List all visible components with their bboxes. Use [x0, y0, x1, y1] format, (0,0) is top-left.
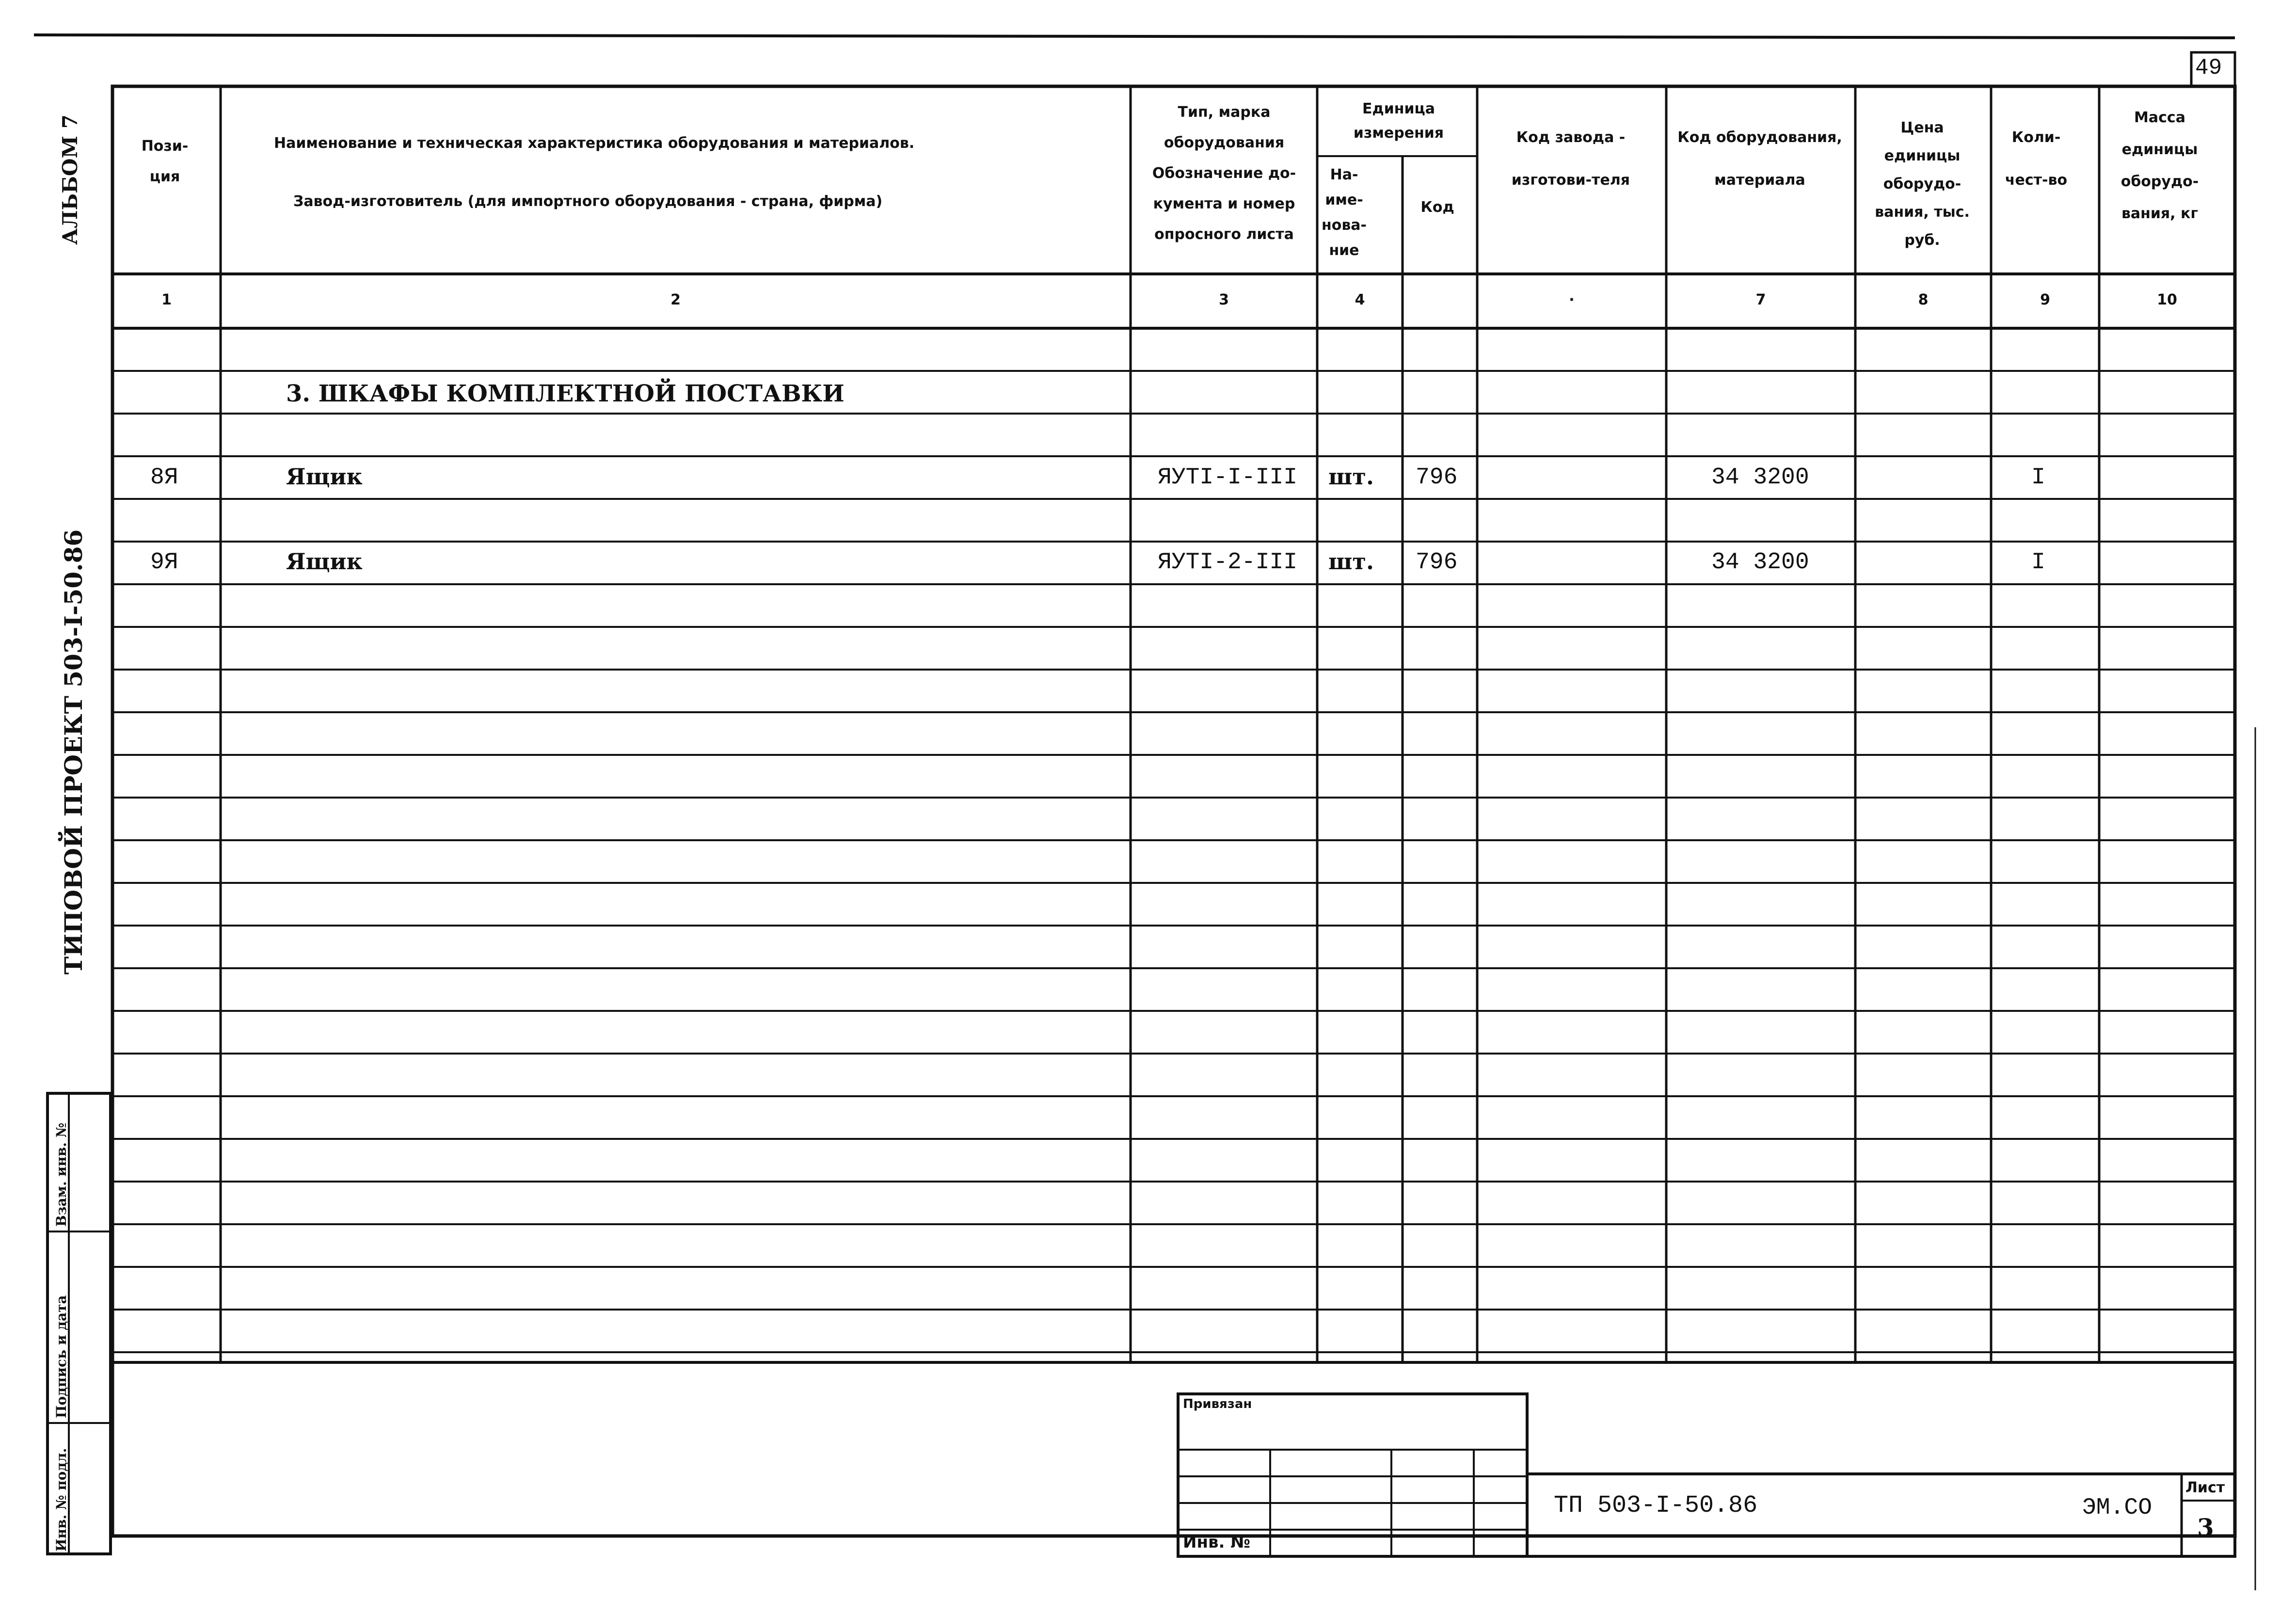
column-number: 1	[161, 291, 172, 308]
side-album-label: АЛЬБОМ 7	[58, 114, 82, 245]
side-sign-date-label: Подпись и дата	[53, 1295, 69, 1418]
type-cell: ЯУТI-2-III	[1158, 549, 1298, 576]
column-number: ·	[1569, 291, 1575, 308]
column-number: 4	[1355, 291, 1365, 308]
side-project-label: ТИПОВОЙ ПРОЕКТ 503-I-50.86	[59, 529, 88, 975]
header-manufacturer-code: Код завода - изготови-теля	[1511, 129, 1630, 189]
column-lines	[221, 86, 2099, 1362]
side-inv-replace-label: Взам. инв. №	[53, 1122, 69, 1227]
column-number: 10	[2157, 291, 2177, 308]
inventory-number-label: Инв. №	[1183, 1533, 1251, 1552]
column-number: 9	[2040, 291, 2050, 308]
equipment-code-cell: 34 3200	[1711, 464, 1809, 491]
header-unit-name: На-име-нова-ние	[1321, 166, 1367, 259]
header-name-line1: Наименование и техническая характеристика оборудования и материалов.	[274, 135, 915, 152]
header-unit-group: Единица измерения	[1353, 100, 1444, 142]
equipment-code-cell: 34 3200	[1711, 549, 1809, 576]
header-name-line2: Завод-изготовитель (для импортного оборудования - страна, фирма)	[293, 193, 883, 210]
document-code: ТП 503-I-50.86	[1554, 1492, 1758, 1519]
header-unit-mass: Масса единицы оборудо-вания, кг	[2121, 109, 2199, 222]
unit-cell: шт.	[1328, 548, 1374, 575]
document-suffix: ЭМ.СО	[2082, 1495, 2152, 1521]
column-number: 8	[1918, 291, 1929, 308]
header-position: Пози-ция	[141, 138, 189, 185]
column-number: 2	[670, 291, 681, 308]
header-type-designation: Тип, марка оборудования Обозначение до-кумента и номер опросного листа	[1152, 104, 1296, 243]
header-equipment-code: Код оборудования, материала	[1677, 129, 1842, 189]
sheet-label: Лист	[2185, 1479, 2225, 1496]
type-cell: ЯУТI-I-III	[1158, 464, 1298, 491]
column-number: 7	[1755, 291, 1766, 308]
row-lines	[112, 371, 2235, 1352]
top-border-line	[34, 35, 2235, 38]
unit-code-cell: 796	[1416, 549, 1458, 576]
header-unit-code: Код	[1420, 199, 1454, 216]
attached-label: Привязан	[1183, 1397, 1252, 1411]
side-inv-original-label: Инв. № подл.	[53, 1448, 69, 1551]
sheet-number: 3	[2197, 1513, 2214, 1542]
page-number: 49	[2195, 55, 2222, 80]
name-cell: Ящик	[286, 548, 363, 575]
header-quantity: Коли-чест-во	[2005, 129, 2068, 189]
position-cell: 9Я	[150, 549, 178, 576]
quantity-cell: I	[2031, 549, 2045, 576]
header-unit-price: Цена единицы оборудо-вания, тыс. руб.	[1875, 119, 1970, 249]
column-number: 3	[1219, 291, 1229, 308]
unit-code-cell: 796	[1416, 464, 1458, 491]
quantity-cell: I	[2031, 464, 2045, 491]
name-cell: Ящик	[286, 464, 363, 490]
section-title: 3. ШКАФЫ КОМПЛЕКТНОЙ ПОСТАВКИ	[286, 380, 845, 407]
position-cell: 8Я	[150, 464, 178, 491]
unit-cell: шт.	[1328, 464, 1374, 490]
